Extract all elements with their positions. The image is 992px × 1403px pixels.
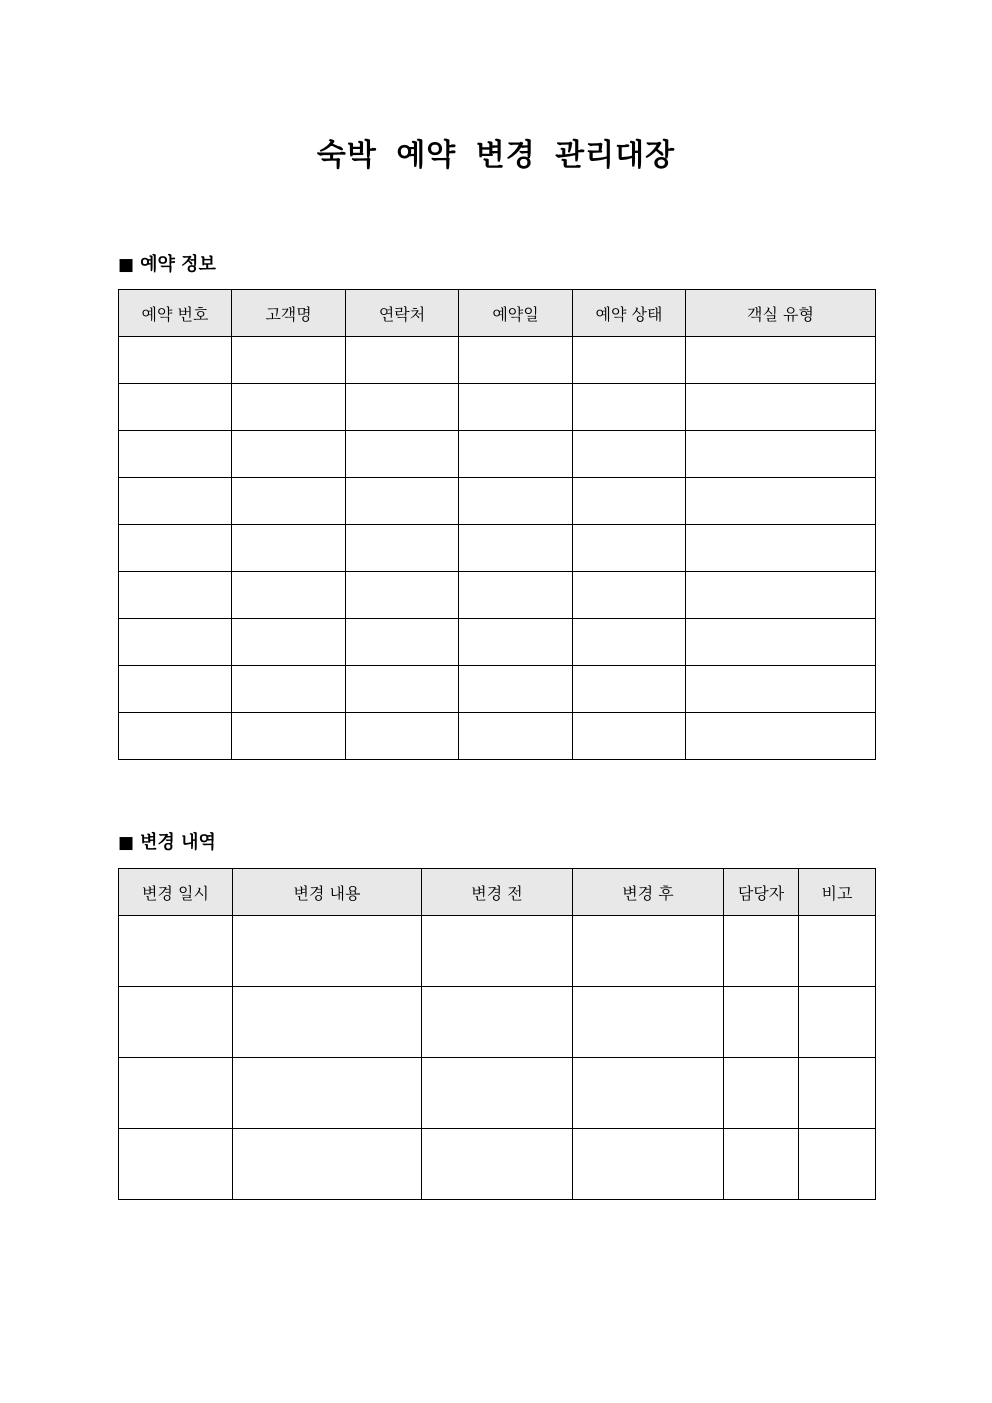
- table-cell[interactable]: [799, 1129, 876, 1200]
- table-cell[interactable]: [686, 525, 876, 572]
- column-header-remarks: 비고: [799, 869, 876, 916]
- table-cell[interactable]: [232, 337, 346, 384]
- table-cell[interactable]: [799, 916, 876, 987]
- table-cell[interactable]: [799, 987, 876, 1058]
- page-title: 숙박 예약 변경 관리대장: [316, 138, 676, 173]
- table-cell[interactable]: [459, 431, 573, 478]
- column-header-change-details: 변경 내용: [233, 869, 422, 916]
- table-cell[interactable]: [119, 478, 232, 525]
- table-cell[interactable]: [573, 337, 686, 384]
- table-cell[interactable]: [799, 1058, 876, 1129]
- column-header-reservation-date: 예약일: [459, 290, 573, 337]
- column-header-after-change: 변경 후: [573, 869, 724, 916]
- table-cell[interactable]: [573, 1129, 724, 1200]
- table-cell[interactable]: [232, 572, 346, 619]
- table-cell[interactable]: [724, 1129, 799, 1200]
- reservation-table-row: [119, 713, 876, 760]
- column-header-before-change: 변경 전: [422, 869, 573, 916]
- table-cell[interactable]: [459, 525, 573, 572]
- table-cell[interactable]: [686, 337, 876, 384]
- column-header-customer-name: 고객명: [232, 290, 346, 337]
- table-cell[interactable]: [346, 478, 459, 525]
- table-cell[interactable]: [573, 478, 686, 525]
- table-cell[interactable]: [346, 619, 459, 666]
- table-cell[interactable]: [119, 525, 232, 572]
- table-cell[interactable]: [422, 1058, 573, 1129]
- table-cell[interactable]: [724, 1058, 799, 1129]
- table-cell[interactable]: [459, 478, 573, 525]
- table-cell[interactable]: [573, 713, 686, 760]
- table-cell[interactable]: [459, 572, 573, 619]
- changes-header-row: [119, 869, 876, 916]
- table-cell[interactable]: [346, 337, 459, 384]
- reservation-table-row: [119, 384, 876, 431]
- reservation-table-row: [119, 572, 876, 619]
- table-cell[interactable]: [119, 987, 233, 1058]
- changes-table-row: [119, 987, 876, 1058]
- table-cell[interactable]: [459, 384, 573, 431]
- column-header-contact: 연락처: [346, 290, 459, 337]
- reservation-table-row: [119, 619, 876, 666]
- table-cell[interactable]: [232, 431, 346, 478]
- table-cell[interactable]: [232, 619, 346, 666]
- changes-section-title: 변경 내역: [140, 832, 216, 853]
- table-cell[interactable]: [573, 666, 686, 713]
- changes-section-heading: [118, 830, 216, 856]
- table-cell[interactable]: [573, 916, 724, 987]
- table-cell[interactable]: [119, 431, 232, 478]
- table-cell[interactable]: [686, 666, 876, 713]
- table-cell[interactable]: [346, 525, 459, 572]
- table-cell[interactable]: [119, 666, 232, 713]
- table-cell[interactable]: [459, 337, 573, 384]
- table-cell[interactable]: [119, 1129, 233, 1200]
- table-cell[interactable]: [686, 713, 876, 760]
- square-bullet-icon: ■: [118, 255, 135, 275]
- table-cell[interactable]: [686, 478, 876, 525]
- table-cell[interactable]: [686, 431, 876, 478]
- table-cell[interactable]: [724, 916, 799, 987]
- changes-table-row: [119, 916, 876, 987]
- reservation-table-row: [119, 478, 876, 525]
- square-bullet-icon: ■: [118, 833, 135, 853]
- table-cell[interactable]: [422, 987, 573, 1058]
- table-cell[interactable]: [573, 987, 724, 1058]
- table-cell[interactable]: [119, 713, 232, 760]
- table-cell[interactable]: [459, 619, 573, 666]
- reservation-table-row: [119, 525, 876, 572]
- reservation-table: [118, 289, 876, 760]
- table-cell[interactable]: [573, 1058, 724, 1129]
- column-header-room-type: 객실 유형: [686, 290, 876, 337]
- table-cell[interactable]: [422, 1129, 573, 1200]
- table-cell[interactable]: [346, 384, 459, 431]
- reservation-header-row: [119, 290, 876, 337]
- table-cell[interactable]: [233, 916, 422, 987]
- table-cell[interactable]: [233, 1058, 422, 1129]
- table-cell[interactable]: [686, 572, 876, 619]
- reservation-table-row: [119, 666, 876, 713]
- table-cell[interactable]: [686, 384, 876, 431]
- table-cell[interactable]: [346, 431, 459, 478]
- table-cell[interactable]: [573, 431, 686, 478]
- table-cell[interactable]: [232, 666, 346, 713]
- table-cell[interactable]: [686, 619, 876, 666]
- table-cell[interactable]: [119, 619, 232, 666]
- changes-table-row: [119, 1129, 876, 1200]
- table-cell[interactable]: [724, 987, 799, 1058]
- table-cell[interactable]: [346, 713, 459, 760]
- reservation-table-row: [119, 431, 876, 478]
- table-cell[interactable]: [346, 666, 459, 713]
- table-cell[interactable]: [119, 916, 233, 987]
- column-header-reservation-status: 예약 상태: [573, 290, 686, 337]
- table-cell[interactable]: [232, 384, 346, 431]
- table-cell[interactable]: [459, 666, 573, 713]
- table-cell[interactable]: [573, 619, 686, 666]
- changes-table: [118, 868, 876, 1200]
- reservation-table-row: [119, 337, 876, 384]
- table-cell[interactable]: [119, 572, 232, 619]
- table-cell[interactable]: [233, 1129, 422, 1200]
- table-cell[interactable]: [573, 572, 686, 619]
- table-cell[interactable]: [233, 987, 422, 1058]
- table-cell[interactable]: [232, 713, 346, 760]
- table-cell[interactable]: [232, 478, 346, 525]
- column-header-reservation-number: 예약 번호: [119, 290, 232, 337]
- table-cell[interactable]: [119, 337, 232, 384]
- reservation-section-heading: [118, 252, 216, 278]
- table-cell[interactable]: [573, 525, 686, 572]
- reservation-section-title: 예약 정보: [140, 254, 216, 275]
- table-cell[interactable]: [119, 384, 232, 431]
- changes-table-row: [119, 1058, 876, 1129]
- table-cell[interactable]: [459, 713, 573, 760]
- table-cell[interactable]: [346, 572, 459, 619]
- table-cell[interactable]: [573, 384, 686, 431]
- table-cell[interactable]: [119, 1058, 233, 1129]
- column-header-change-datetime: 변경 일시: [119, 869, 233, 916]
- table-cell[interactable]: [422, 916, 573, 987]
- table-cell[interactable]: [232, 525, 346, 572]
- column-header-manager: 담당자: [724, 869, 799, 916]
